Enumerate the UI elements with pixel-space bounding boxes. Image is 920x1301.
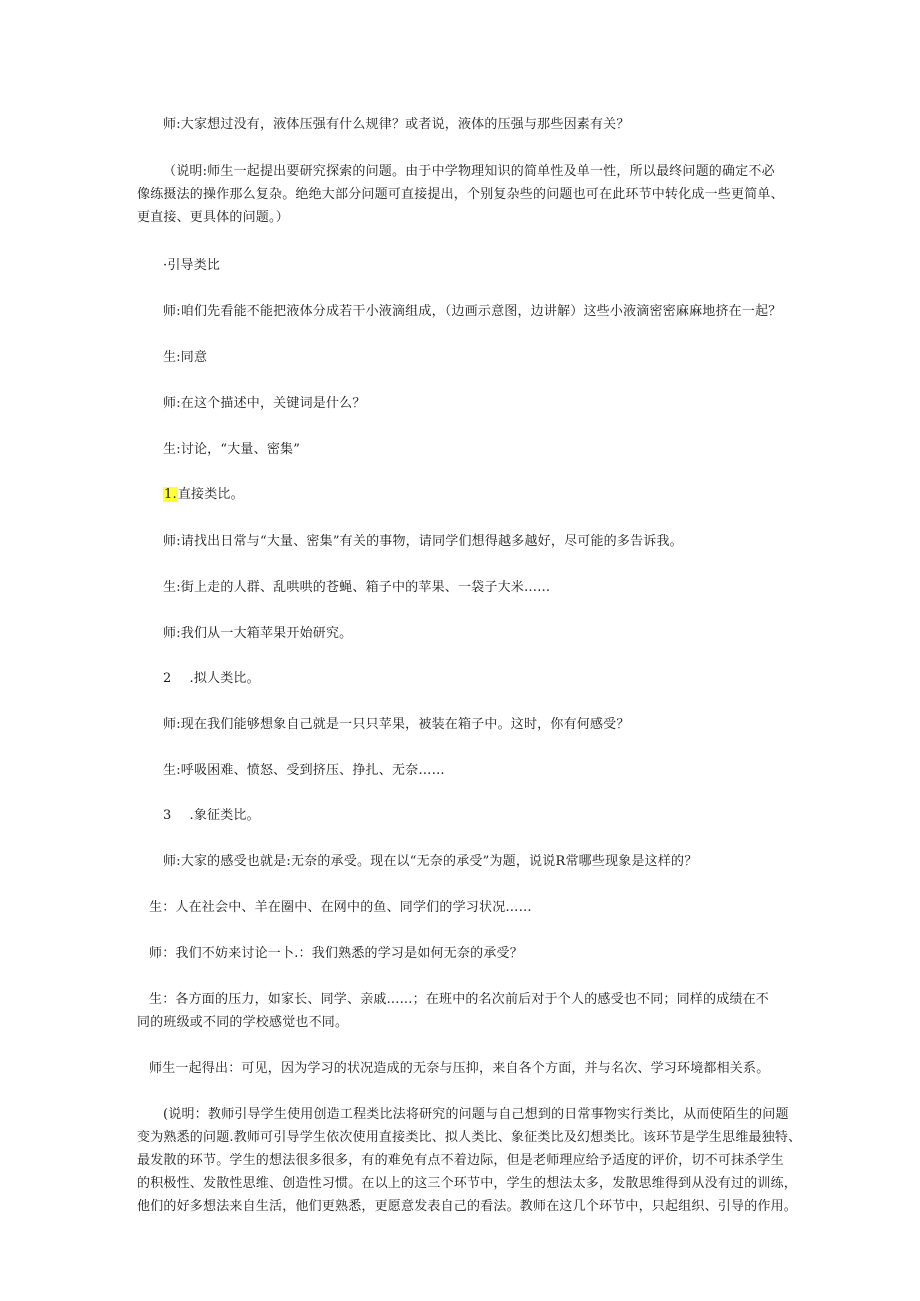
list-item-symbolic-analogy xyxy=(163,806,260,826)
paragraph-teacher-question: 师:大家想过没有，液体压强有什么规律？或者说，液体的压强与那些因素有关？ xyxy=(163,117,630,132)
note-line: 的积极性、发散性思维、创造性习惯。在以上的这三个环节中，学生的想法太多，发散思维得到从没有过的训练， xyxy=(137,1176,798,1191)
section-heading: ·引导类比 xyxy=(163,258,221,273)
paragraph: 师：我们不妨来讨论一卜.：我们熟悉的学习是如何无奈的承受？ xyxy=(149,946,523,961)
paragraph: 生:同意 xyxy=(163,350,208,365)
list-item-number: 2 xyxy=(163,671,172,686)
paragraph: 师:咱们先看能不能把液体分成若干小液滴组成，（边画示意图，边讲解）这些小液滴密密麻麻地挤在一起？ xyxy=(163,304,782,319)
list-item-label: 直接类比。 xyxy=(177,487,244,502)
highlighted-number: 1. xyxy=(164,487,177,502)
note-line: 他们的好多想法来自生活，他们更熟悉，更愿意发表自己的看法。教师在这几个环节中，只起组织、引导的作用。 xyxy=(137,1199,798,1214)
paragraph: 师:现在我们能够想象自己就是一只只苹果，被装在箱子中。这时，你有何感受？ xyxy=(163,717,630,732)
list-item-direct-analogy xyxy=(163,485,244,505)
paragraph: 生:呼吸困难、愤怒、受到挤压、挣扎、无奈…… xyxy=(163,763,445,778)
note-line: (说明：教师引导学生使用创造工程类比法将研究的问题与自己想到的日常事物实行类比，从而使陌生的问题 xyxy=(163,1107,789,1122)
note-line: 最发散的环节。学生的想法很多很多，有的难免有点不着边际，但是老师理应给予适度的评价，切不可抹杀学生 xyxy=(137,1153,784,1168)
list-item-label: .拟人类比。 xyxy=(189,671,260,686)
paragraph: 师:请找出日常与“大量、密集”有关的事物，请同学们想得越多越好，尽可能的多告诉我。 xyxy=(163,534,683,549)
paragraph: 生：人在社会中、羊在圈中、在网中的鱼、同学们的学习状况…… xyxy=(149,900,532,915)
paragraph: 生:讨论，“大量、密集” xyxy=(163,442,301,457)
note-line: 更直接、更具体的问题。） xyxy=(137,210,289,225)
paragraph: 师:在这个描述中，关键词是什么？ xyxy=(163,396,366,411)
paragraph-line: 同的班级或不同的学校感觉也不同。 xyxy=(137,1015,349,1030)
list-item-label: .象征类比。 xyxy=(189,808,260,823)
paragraph: 生:街上走的人群、乱哄哄的苍蝇、箱子中的苹果、一袋子大米…… xyxy=(163,580,551,595)
note-line: 变为熟悉的问题.教师可引导学生依次使用直接类比、拟人类比、象征类比及幻想类比。该环节是学生思维最独特、 xyxy=(137,1130,802,1145)
list-item-number: 3 xyxy=(163,808,172,823)
paragraph: 师:大家的感受也就是:无奈的承受。现在以“无奈的承受”为题，说说R常哪些现象是这样的？ xyxy=(163,854,698,869)
paragraph-line: 生：各方面的压力，如家长、同学、亲戚......；在班中的名次前后对于个人的感受也不同；同样的成绩在不 xyxy=(149,992,769,1007)
note-line: （说明:师生一起提出要研究探索的问题。由于中学物理知识的简单性及单一性，所以最终问题的确定不必 xyxy=(163,164,775,179)
note-line: 像练摄法的操作那么复杂。绝绝大部分问题可直接提出，个别复杂些的问题也可在此环节中转化成一些更简单、 xyxy=(137,187,784,202)
paragraph: 师:我们从一大箱苹果开始研究。 xyxy=(163,626,353,641)
list-item-personification-analogy xyxy=(163,669,260,689)
paragraph: 师生一起得出：可见，因为学习的状况造成的无奈与压抑，来自各个方面，并与名次、学习环境都相关系。 xyxy=(149,1061,770,1076)
